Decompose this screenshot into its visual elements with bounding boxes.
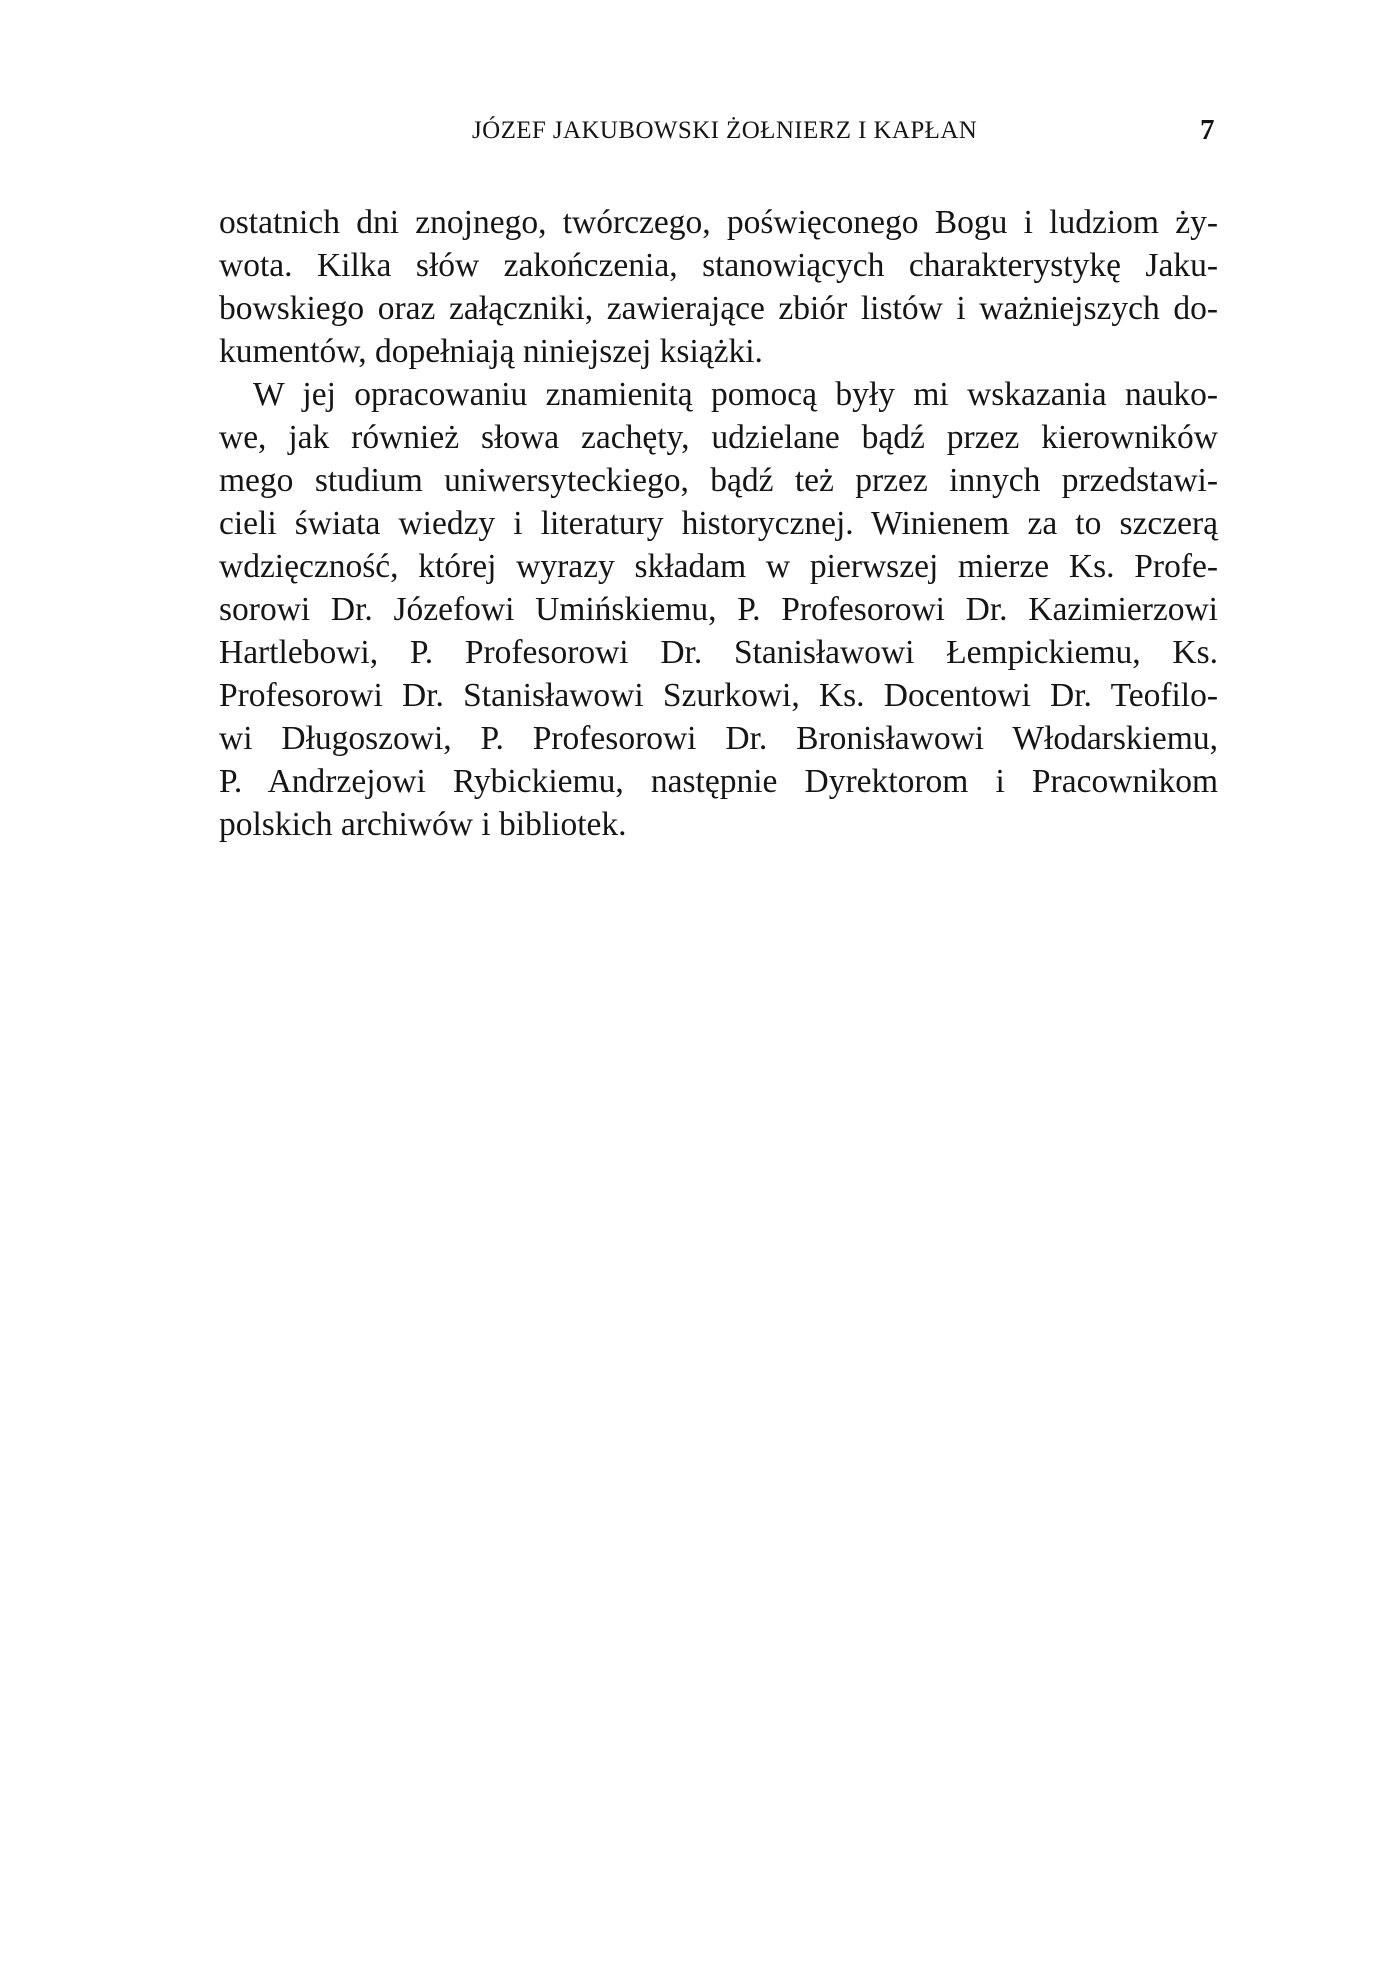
text-line: P. Andrzejowi Rybickiemu, następnie Dyrektorom i Pracownikom	[219, 763, 1218, 800]
text-line: W jej opracowaniu znamienitą pomocą były mi wskazania nauko-	[253, 376, 1218, 413]
text-line: bowskiego oraz załączniki, zawierające zbiór listów i ważniejszych do-	[219, 290, 1218, 327]
page-number: 7	[1200, 114, 1215, 146]
text-line: mego studium uniwersyteckiego, bądź też przez innych przedstawi-	[219, 462, 1218, 499]
text-line: ostatnich dni znojnego, twórczego, poświęconego Bogu i ludziom ży-	[219, 204, 1218, 241]
running-head: JÓZEF JAKUBOWSKI ŻOŁNIERZ I KAPŁAN	[472, 117, 978, 144]
text-line: wdzięczność, której wyrazy składam w pierwszej mierze Ks. Profe-	[219, 548, 1218, 585]
text-line: Hartlebowi, P. Profesorowi Dr. Stanisławowi Łempickiemu, Ks.	[219, 634, 1218, 671]
text-line: Profesorowi Dr. Stanisławowi Szurkowi, Ks. Docentowi Dr. Teofilo-	[219, 677, 1218, 714]
text-line: kumentów, dopełniają niniejszej książki.	[219, 333, 763, 370]
text-line: polskich archiwów i bibliotek.	[219, 806, 627, 843]
text-line: sorowi Dr. Józefowi Umińskiemu, P. Profesorowi Dr. Kazimierzowi	[219, 591, 1218, 628]
text-line: wota. Kilka słów zakończenia, stanowiących charakterystykę Jaku-	[219, 247, 1218, 284]
text-line: cieli świata wiedzy i literatury historycznej. Winienem za to szczerą	[219, 505, 1218, 542]
text-line: we, jak również słowa zachęty, udzielane bądź przez kierowników	[219, 419, 1218, 456]
text-line: wi Długoszowi, P. Profesorowi Dr. Bronisławowi Włodarskiemu,	[219, 720, 1218, 757]
body-text	[219, 201, 1218, 846]
